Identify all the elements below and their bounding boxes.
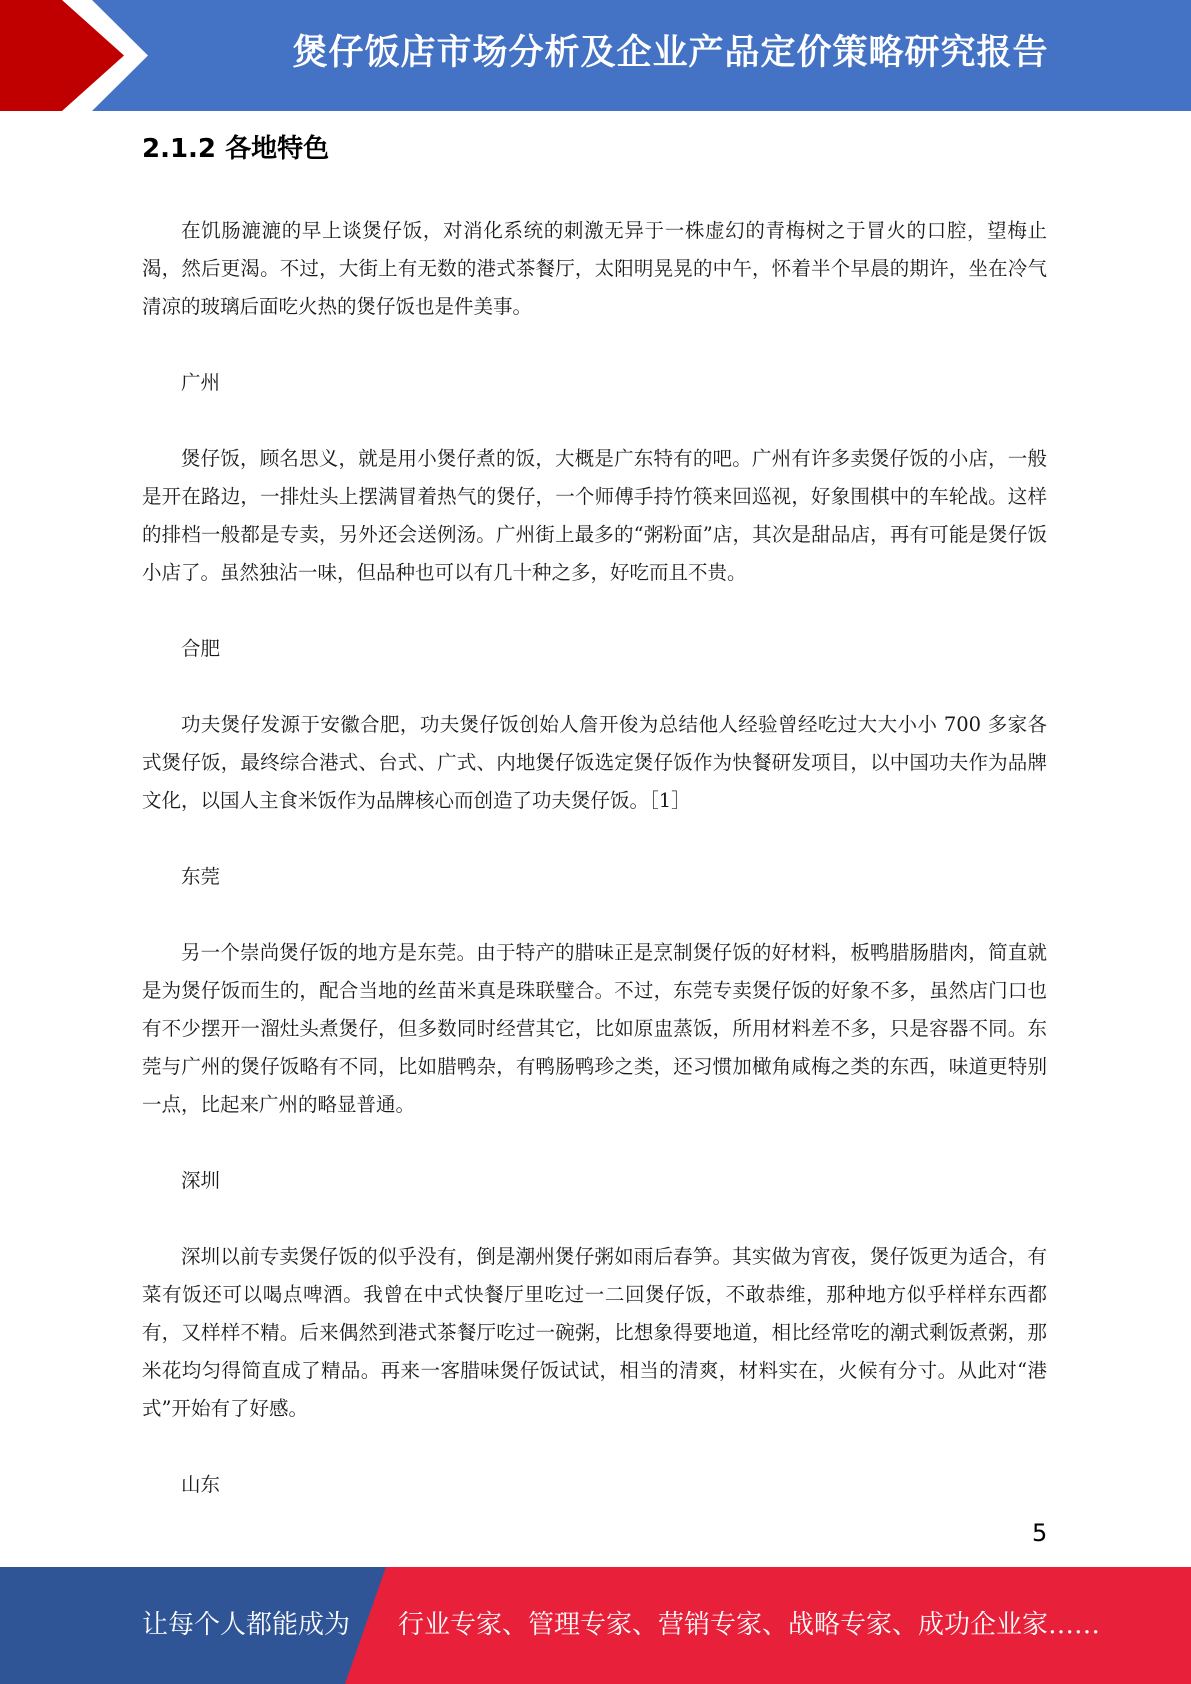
region-heading-guangzhou: 广州 — [181, 371, 221, 394]
dongguan-paragraph: 另一个崇尚煲仔饭的地方是东莞。由于特产的腊味正是烹制煲仔饭的好材料，板鸭腊肠腊肉，简直就是为煲仔饭而生的，配合当地的丝苗米真是珠联璧合。不过，东莞专卖煲仔饭的好象不多，虽然店门口也有不少摆开一溜灶头煮煲仔，但多数同时经营其它，比如原盅蒸饭，所用材料差不多，只是容器不同。东莞与广州的煲仔饭略有不同，比如腊鸭杂，有鸭肠鸭珍之类，还习惯加橄角咸梅之类的东西，味道更特别一点，比起来广州的略显普通。 — [142, 941, 1047, 1116]
region-heading-shenzhen: 深圳 — [181, 1169, 221, 1192]
hefei-paragraph: 功夫煲仔发源于安徽合肥，功夫煲仔饭创始人詹开俊为总结他人经验曾经吃过大大小小 700 多家各式煲仔饭，最终综合港式、台式、广式、内地煲仔饭选定煲仔饭作为快餐研发项目，以中国功夫作为品牌文化，以国人主食米饭作为品牌核心而创造了功夫煲仔饭。［1］ — [142, 713, 1047, 812]
shenzhen-paragraph: 深圳以前专卖煲仔饭的似乎没有，倒是潮州煲仔粥如雨后春笋。其实做为宵夜，煲仔饭更为适合，有菜有饭还可以喝点啤酒。我曾在中式快餐厅里吃过一二回煲仔饭，不敢恭维，那种地方似乎样样东西都有，又样样不精。后来偶然到港式茶餐厅吃过一碗粥，比想象得要地道，相比经常吃的潮式剩饭煮粥，那米花均匀得简直成了精品。再来一客腊味煲仔饭试试，相当的清爽，材料实在，火候有分寸。从此对“港式”开始有了好感。 — [142, 1245, 1047, 1420]
region-heading-shandong: 山东 — [181, 1473, 221, 1496]
region-heading-dongguan: 东莞 — [181, 865, 221, 888]
region-heading-hefei: 合肥 — [181, 637, 221, 660]
header-arrow-icon — [0, 0, 160, 111]
report-header — [0, 0, 1191, 111]
document-body — [142, 212, 1047, 1504]
report-title: 煲仔饭店市场分析及企业产品定价策略研究报告 — [292, 33, 1049, 73]
guangzhou-paragraph: 煲仔饭，顾名思义，就是用小煲仔煮的饭，大概是广东特有的吧。广州有许多卖煲仔饭的小店，一般是开在路边，一排灶头上摆满冒着热气的煲仔，一个师傅手持竹筷来回巡视，好象围棋中的车轮战。这样的排档一般都是专卖，另外还会送例汤。广州街上最多的“粥粉面”店，其次是甜品店，再有可能是煲仔饭小店了。虽然独沾一味，但品种也可以有几十种之多，好吃而且不贵。 — [142, 447, 1047, 584]
section-heading: 2.1.2 各地特色 — [142, 134, 330, 164]
page-number: 5 — [1032, 1519, 1048, 1547]
intro-paragraph: 在饥肠漉漉的早上谈煲仔饭，对消化系统的刺激无异于一株虚幻的青梅树之于冒火的口腔，望梅止渴，然后更渴。不过，大街上有无数的港式茶餐厅，太阳明晃晃的中午，怀着半个早晨的期许，坐在冷气清凉的玻璃后面吃火热的煲仔饭也是件美事。 — [142, 219, 1047, 318]
report-footer — [0, 1567, 1191, 1684]
footer-slogan-left: 让每个人都能成为 — [142, 1610, 351, 1640]
footer-slogan-right: 行业专家、管理专家、营销专家、战略专家、成功企业家…… — [398, 1610, 1101, 1640]
